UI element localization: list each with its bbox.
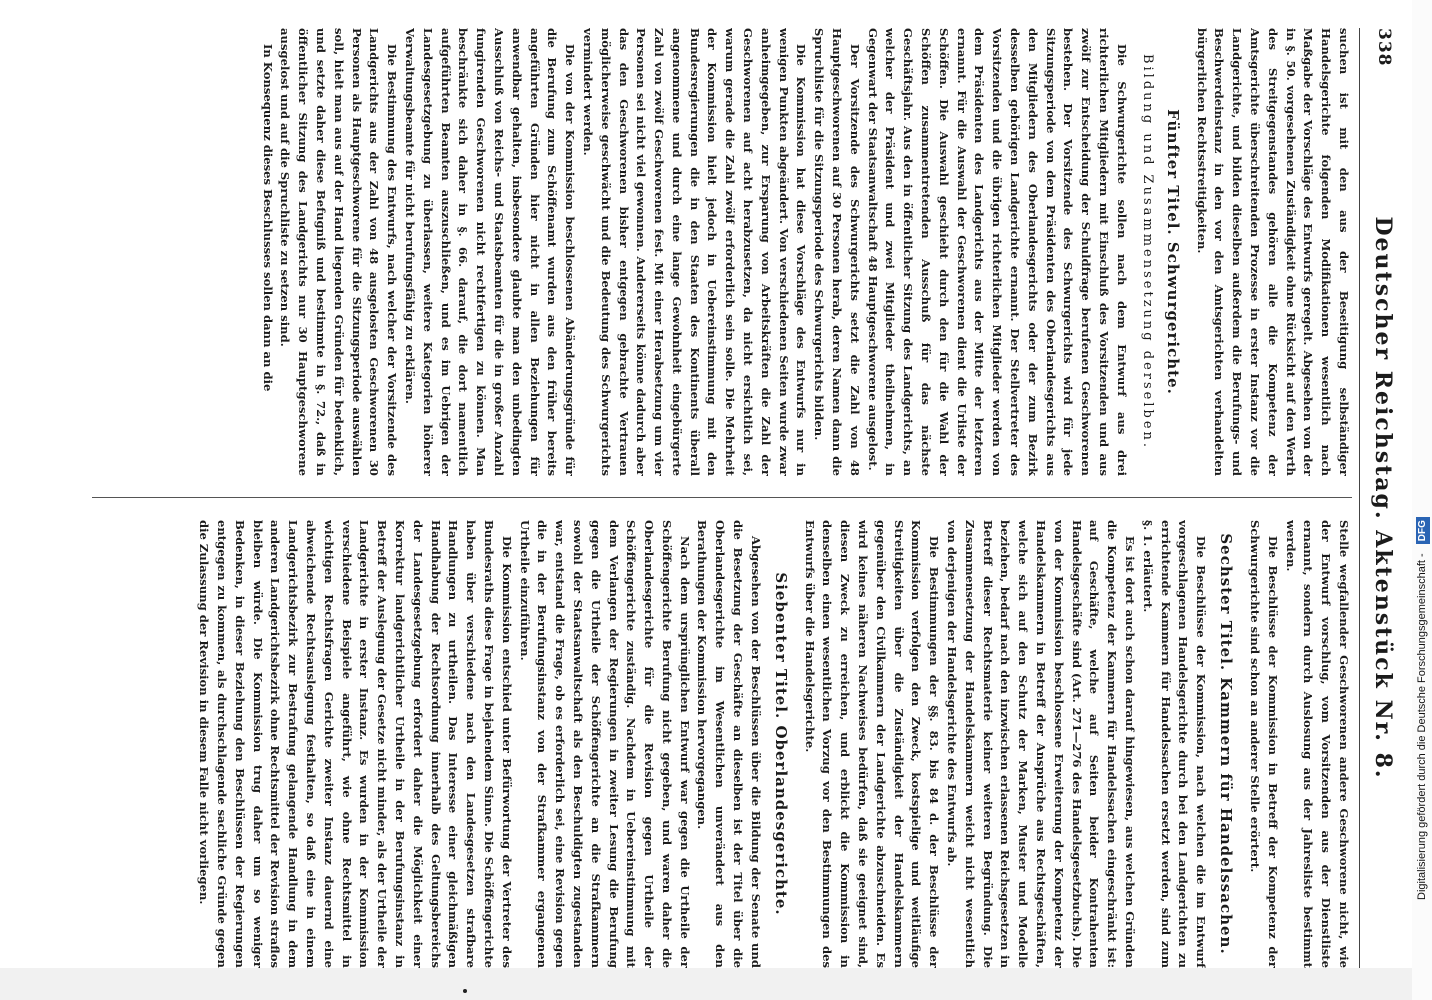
right-text-column	[52, 520, 1352, 968]
section-heading: Fünfter Titel. Schwurgerichte.	[1163, 109, 1182, 395]
body-paragraph: Die Kommission entschied unter Befürwortung der Vertreter des Bundesraths diese Frage in bejahendem Sinne. Die Schöffengerichte haben über verschiedene nach den Landesgesetzen strafbare Handlungen zu urtheilen. Das Interesse einer gleichmäßigen Handhabung der Rechtsordnung innerhalb des Geltungsbereichs der Landesgesetzgebung erfordert daher die Möglichkeit einer Korrektur landgerichtlicher Urtheile in der Berufungsinstanz in Betreff der Auslegung der Gesetze nicht minder, als der Urtheile der Landgerichte in erster Instanz. Es wurden in der Kommission verschiedene Beispiele angeführt, wie ohne Rechtsmittel in wichtigen Rechtsfragen Gerichte zweiter Instanz dauernd eine abweichende Rechtsauslegung festhalten, so daß eine in einem Landgerichtsbezirk zur Bestrafung gelangende Handlung in dem anderen Landgerichtsbezirk ohne Rechtsmittel der Revision straflos bleiben würde. Die Kommission trug daher um so weniger Bedenken, in dieser Beziehung den Beschlüssen der Regierungen entgegen zu kommen, als durchschlagende sachliche Gründe gegen die Zulassung der Revision in diesem Falle nicht vorliegen.	[197, 520, 514, 968]
page-header	[1359, 28, 1400, 968]
body-paragraph: suchen ist mit den aus der Beseitigung selbständiger Handelsgerichte folgenden Modifikationen wesentlich nach Maßgabe der Vorschläge des Entwurfs geregelt. Abgesehen von der in §. 50. vorgesehenen Zuständigkeit ohne Rücksicht auf den Werth des Streitgegenstandes gehören alle die Kompetenz der Amtsgerichte überschreitenden Prozesse in erster Instanz vor die Landgerichte, und bilden dieselben außerdem die Berufungs- und Beschwerdeinstanz in den vor den Amtsgerichten verhandelten bürgerlichen Rechtsstreitigkeiten.	[1194, 28, 1351, 476]
credit-text: Digitalisierung gefördert durch die Deutsche Forschungsgemeinschaft -	[1416, 553, 1428, 900]
body-paragraph: Die Kommission hat diese Vorschläge des Entwurfs nur in wenigen Punkten abgeändert. Von verschiedenen Seiten wurde zwar anheimgegeben, zur Ersparung von Arbeitskräften die Zahl der Geschworenen auf acht herabzusetzen, da nicht ersichtlich sei, warum gerade die Zahl zwölf erforderlich sein solle. Die Mehrheit der Kommission hielt jedoch in Uebereinstimmung mit den Bundesregierungen die in den Staaten des Kontinents überall angenommene und durch eine lange Gewohnheit eingebürgerte Zahl von zwölf Geschworenen fest. Mit einer Herabsetzung um vier Personen sei nicht viel gewonnen. Andererseits könne dadurch aber das den Geschworenen bisher entgegen gebrachte Vertrauen möglicherweise geschwächt und die Bedeutung des Schwurgerichts vermindert werden.	[580, 28, 809, 476]
body-paragraph: Die Schwurgerichte sollen nach dem Entwurf aus drei richterlichen Mitgliedern mit Einschluß des Vorsitzenden und aus zwölf zur Entscheidung der Schuldfrage berufenen Geschworenen bestehen. Der Vorsitzende des Schwurgerichts wird für jede Sitzungsperiode von dem Präsidenten des Oberlandesgerichts aus den Mitgliedern des Oberlandesgerichts oder der zum Bezirk desselben gehörigen Landgerichte ernannt. Der Stellvertreter des Vorsitzenden und die übrigen richterlichen Mitglieder werden von dem Präsidenten des Landgerichts aus der Mitte der letzteren ernannt. Für die Auswahl der Geschworenen dient die Urliste der Schöffen. Die Auswahl geschieht durch den für die Wahl der Schöffen zusammentretenden Ausschuß für das nächste Geschäftsjahr. Aus den in öffentlicher Sitzung des Landgerichts, an welcher der Präsident und zwei Mitglieder theilnehmen, in Gegenwart der Staatsanwaltschaft 48 Hauptgeschworene ausgelost.	[865, 28, 1129, 476]
body-paragraph: Die von der Kommission beschlossenen Abänderungsgründe für die Berufung zum Schöffenamt wurden aus den früher bereits angeführten Gründen hier nicht in allen Beziehungen für anwendbar gehalten, insbesondere glaubte man den unbedingten Ausschluß von Reichs- und Staatsbeamten für die in großer Anzahl fungirenden Geschworenen nicht rechtfertigen zu können. Man beschränkte sich daher in §. 66. darauf, die dort namentlich aufgeführten Beamten auszuschließen, und es im Uebrigen der Landesgesetzgebung zu überlassen, weitere Kategorien höherer Verwaltungsbeamte für nicht berufungsfähig zu erklären.	[402, 28, 578, 476]
section-heading: Sechster Titel. Kammern für Handelssachen.	[1217, 533, 1236, 955]
body-paragraph: Stelle wegfallender Geschworenen andere Geschworene nicht, wie der Entwurf vorschlug, vom Vorsitzenden aus der Dienstliste ernannt, sondern durch Auslosung aus der Jahresliste bestimmt werden.	[1283, 520, 1351, 968]
body-paragraph: Die Beschlüsse der Kommission in Betreff der Kompetenz der Schwurgerichte sind schon an anderer Stelle erörtert.	[1248, 520, 1280, 968]
scan-bottom-margin	[0, 968, 1432, 1000]
section-subheading: Bildung und Zusammensetzung derselben.	[1139, 53, 1155, 451]
section-heading: Siebenter Titel. Oberlandesgerichte.	[771, 572, 790, 916]
body-paragraph: Die Beschlüsse der Kommission, nach welchen die im Entwurf vorgeschlagenen Handelsgerichte durch bei den Landgerichten zu errichtende Kammern für Handelssachen ersetzt werden, sind zum §. 1. erläutert.	[1140, 520, 1209, 968]
body-paragraph: Abgesehen von der Beschlüssen über die Bildung der Senate und die Besetzung der Geschäfte an dieselben ist der Titel über die Oberlandesgerichte im Wesentlichen unverändert aus den Berathungen der Kommission hervorgegangen.	[695, 520, 763, 968]
left-text-column	[52, 28, 1352, 476]
document-page	[40, 28, 1400, 968]
body-paragraph: In Konsequenz dieses Beschlusses sollen dann an die	[260, 44, 275, 392]
body-paragraph: Der Vorsitzende des Schwurgerichts setzt die Zahl von 48 Hauptgeschworenen auf 30 Personen herab, deren Namen dann die Spruchliste für die Sitzungsperiode des Schwurgerichts bilden.	[812, 28, 862, 476]
running-title: Deutscher Reichstag. Aktenstück Nr. 8.	[1370, 216, 1396, 780]
digitization-credit	[1412, 0, 1432, 1000]
column-divider	[92, 497, 1352, 498]
body-paragraph: Nach dem ursprünglichen Entwurf war gegen die Urtheile der Schöffengerichte Berufung nicht gegeben, und waren daher die Oberlandesgerichte für die Revision gegen Urtheile der Schöffengerichte zuständig. Nachdem in Uebereinstimmung mit dem Verlangen der Regierungen in zweiter Lesung die Berufung gegen die Urtheile der Schöffengerichte an die Strafkammern sowohl der Staatsanwaltschaft als den Beschuldigten zugestanden war, entstand die Frage, ob es erforderlich sei, eine Revision gegen die in der Berufungsinstanz von der Strafkammer ergangenen Urtheile einzuführen.	[517, 520, 692, 968]
body-paragraph: Die Bestimmungen der §§. 83. bis 84 d. der Beschlüsse der Kommission verfolgen den Zweck, kostspielige und weitläufige Streitigkeiten über die Zuständigkeit der Handelskammern gegenüber den Civilkammern der Landgerichte abzuschneiden. Es wird keines näheren Nachweises bedürfen, daß sie geeignet sind, diesen Zweck zu erreichen, und erblickt die Kommission in denselben einen wesentlichen Vorzug vor den Bestimmungen des Entwurfs über die Handelsgerichte.	[802, 520, 942, 968]
rotated-page-frame	[40, 28, 1400, 968]
body-paragraph: Die Bestimmung des Entwurfs, nach welcher der Vorsitzende des Landgerichts aus der Zahl von 48 ausgelosten Geschworenen 30 Personen als Hauptgeschworene für die Sitzungsperiode auswählen soll, hielt man aus auf der Hand liegenden Gründen für bedenklich, und setzte daher diese Befugniß und bestimmte in §. 72., daß in öffentlicher Sitzung des Landgerichts nur 30 Hauptgeschworene ausgelost und auf die Spruchliste zu setzen sind.	[278, 28, 400, 476]
body-paragraph: Es ist dort auch schon darauf hingewiesen, aus welchen Gründen die Kompetenz der Kammern für Handelssachen eingeschränkt ist: auf Geschäfte, welche auf Seiten beider Kontrahenten Handelsgeschäfte sind (Art. 271—276 des Handelsgesetzbuchs). Die von der Kommission beschlossene Erweiterung der Kompetenz der Handelskammern in Betreff der Ansprüche aus Rechtsgeschäften, welche sich auf den Schutz der Marken, Muster und Modelle beziehen, bedarf nach den inzwischen erlassenen Reichsgesetzen in Betreff dieser Rechtsmaterie keiner weiteren Begründung. Die Zusammensetzung der Handelskammern weicht nicht wesentlich von derjenigen der Handelsgerichte des Entwurfs ab.	[945, 520, 1138, 968]
scan-speck	[463, 989, 467, 993]
page-number: 338	[1374, 28, 1394, 67]
dfg-logo: DFG	[1416, 517, 1430, 544]
